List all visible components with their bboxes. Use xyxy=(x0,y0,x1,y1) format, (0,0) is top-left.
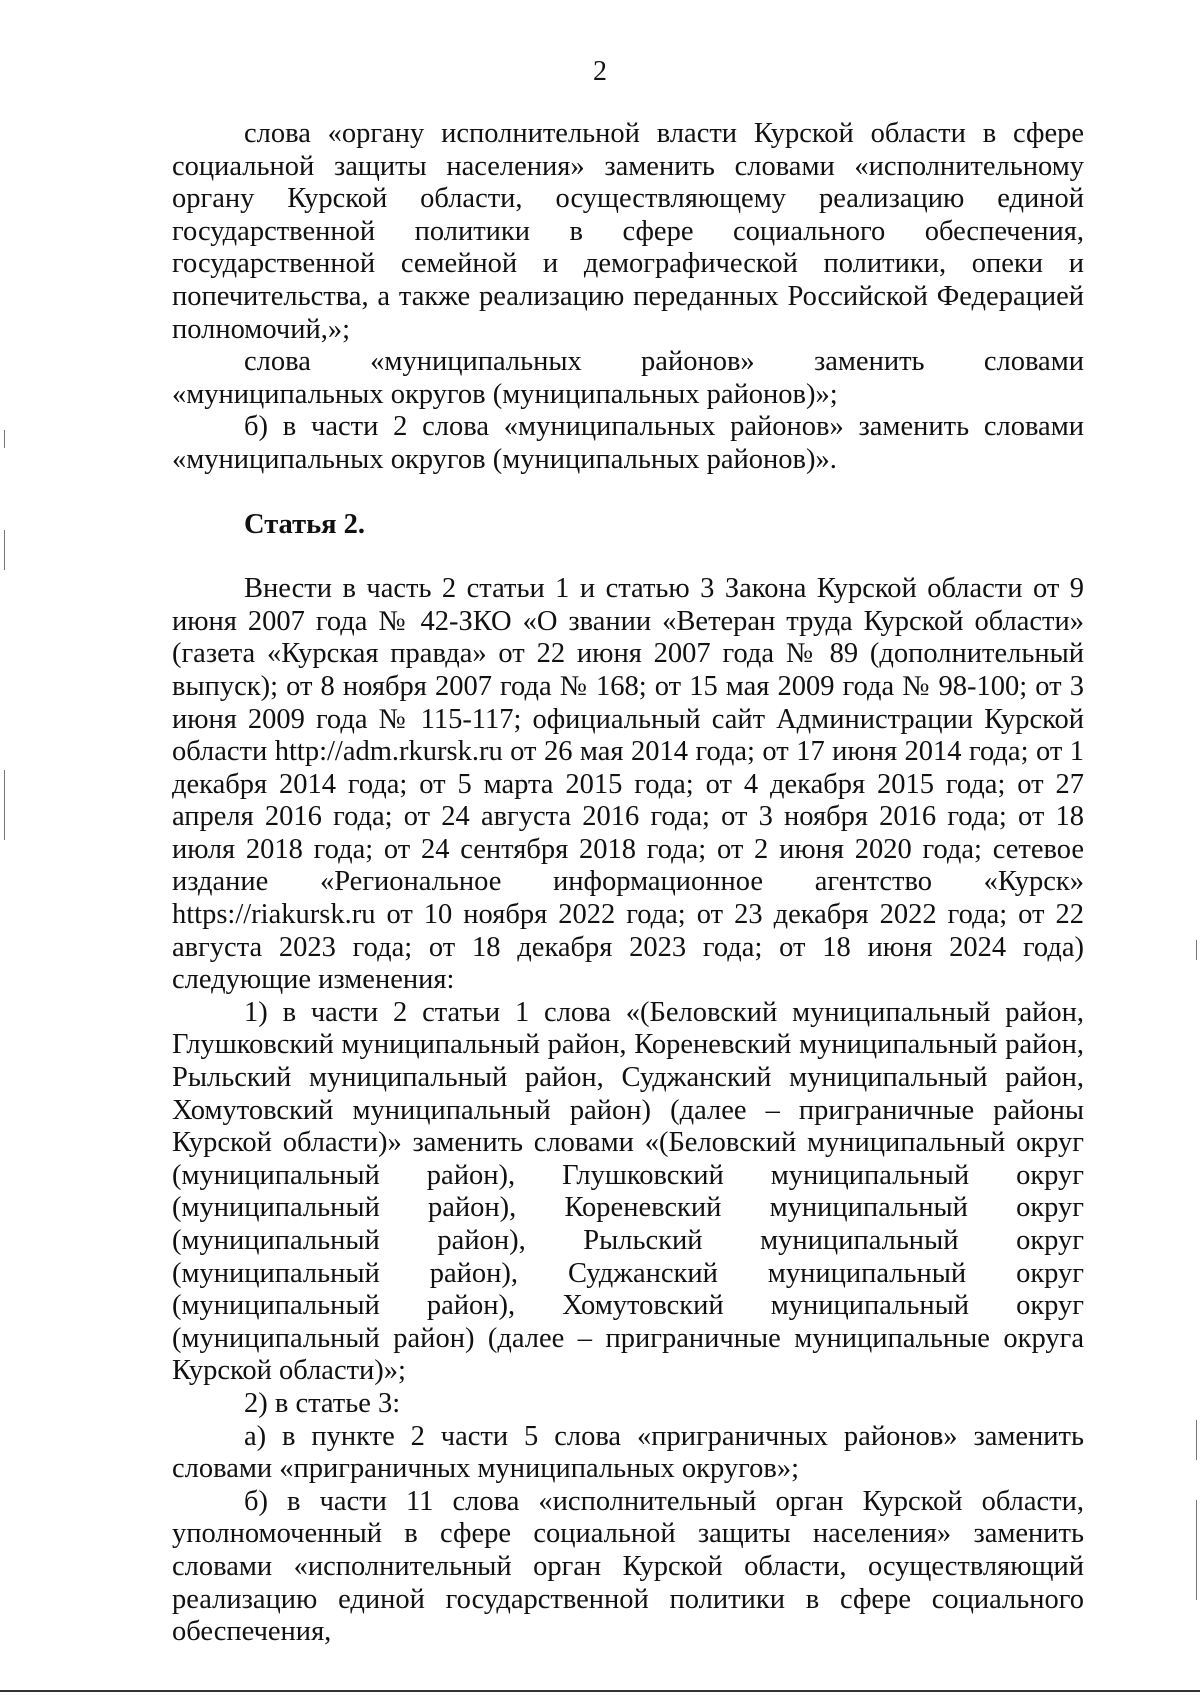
scan-artifact-right-3 xyxy=(1196,1500,1197,1600)
paragraph-article-2-intro: Внести в часть 2 статьи 1 и статью 3 Закона Курской области от 9 июня 2007 года № 42-ЗКО «О звании «Ветеран труда Курской области» (газета «Курская правда» от 22 июня 2007 года № 89 (дополнительный выпуск); от 8 ноября 2007 года № 168; от 15 мая 2009 года № 98-100; от 3 июня 2009 года № 115-117; официальный сайт Администрации Курской области http://adm.rkursk.ru от 26 мая 2014 года; от 17 июня 2014 года; от 1 декабря 2014 года; от 5 марта 2015 года; от 4 декабря 2015 года; от 27 апреля 2016 года; от 24 августа 2016 года; от 3 ноября 2016 года; от 18 июля 2018 года; от 24 сентября 2018 года; от 2 июня 2020 года; сетевое издание «Региональное информационное агентство «Курск» https://riakursk.ru от 10 ноября 2022 года; от 23 декабря 2022 года; от 22 августа 2023 года; от 18 декабря 2023 года; от 18 июня 2024 года) следующие изменения: xyxy=(172,573,1084,996)
scan-bottom-edge xyxy=(0,1690,1200,1692)
paragraph-item-2-b: б) в части 11 слова «исполнительный орган Курской области, уполномоченный в сфере социальной защиты населения» заменить словами «исполнительный орган Курской области, осуществляющий реализацию единой государственной политики в сфере социального обеспечения, xyxy=(172,1485,1084,1648)
article-2-heading: Статья 2. xyxy=(244,508,366,540)
page-number: 2 xyxy=(593,56,607,87)
paragraph-amendment-wording: слова «органу исполнительной власти Курской области в сфере социальной защиты населения» заменить словами «исполнительному органу Курской области, осуществляющему реализацию единой государственной политики в сфере социального обеспечения, государственной семейной и демографической политики, опеки и попечительства, а также реализацию переданных Российской Федерацией полномочий,»; xyxy=(172,118,1084,345)
scan-artifact-right-2 xyxy=(1196,1420,1197,1460)
scan-artifact-left-2 xyxy=(4,530,5,570)
scan-artifact-left-3 xyxy=(4,770,5,840)
document-body xyxy=(172,118,1084,1649)
paragraph-part-2-b: б) в части 2 слова «муниципальных районов» заменить словами «муниципальных округов (муниципальных районов)». xyxy=(172,411,1084,475)
paragraph-item-2: 2) в статье 3: xyxy=(244,1387,401,1419)
scan-artifact-right-1 xyxy=(1196,940,1197,960)
paragraph-item-2-a: а) в пункте 2 части 5 слова «приграничных районов» заменить словами «приграничных муниципальных округов»; xyxy=(172,1420,1084,1485)
scan-artifact-left-1 xyxy=(4,430,5,448)
paragraph-item-1: 1) в части 2 статьи 1 слова «(Беловский муниципальный район, Глушковский муниципальный район, Кореневский муниципальный район, Рыльский муниципальный район, Суджанский муниципальный район, Хомутовский муниципальный район) (далее – приграничные районы Курской области)» заменить словами «(Беловский муниципальный округ (муниципальный район), Глушковский муниципальный округ (муниципальный район), Кореневский муниципальный округ (муниципальный район), Рыльский муниципальный округ (муниципальный район), Суджанский муниципальный округ (муниципальный район), Хомутовский муниципальный округ (муниципальный район) (далее – приграничные муниципальные округа Курской области)»; xyxy=(172,996,1084,1387)
paragraph-municipal-districts-wording: слова «муниципальных районов» заменить словами «муниципальных округов (муниципальных районов)»; xyxy=(172,346,1084,410)
